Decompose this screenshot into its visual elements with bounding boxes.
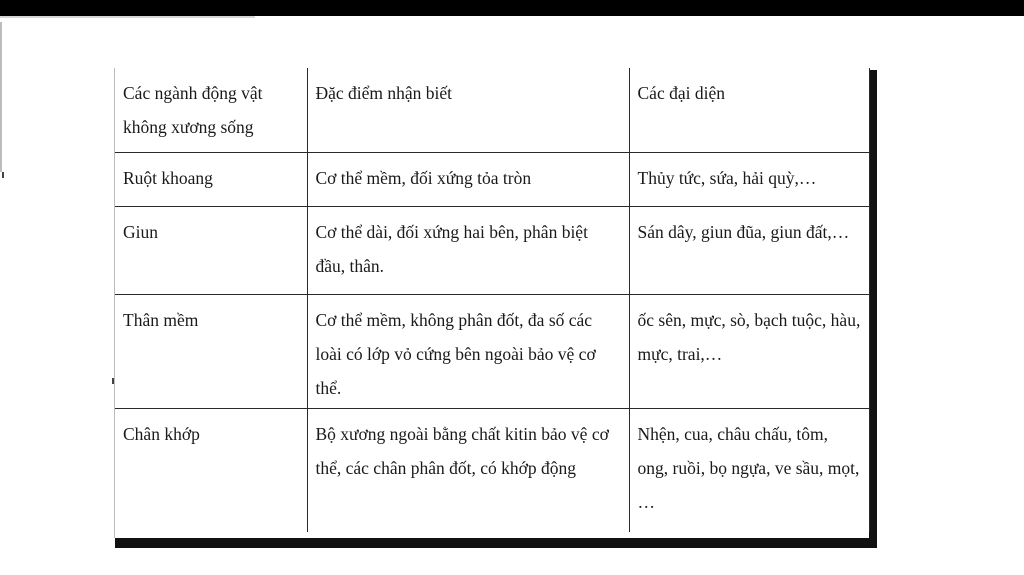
cell-features: Bộ xương ngoài bằng chất kitin bảo vệ cơ thể, các chân phân đốt, có khớp động bbox=[307, 409, 629, 533]
cell-phylum: Ruột khoang bbox=[115, 153, 307, 207]
animal-phyla-table-container bbox=[114, 68, 869, 538]
page-shadow bbox=[115, 538, 877, 548]
cell-phylum: Thân mềm bbox=[115, 295, 307, 409]
cell-representatives: Sán dây, giun đũa, giun đất,… bbox=[629, 207, 869, 295]
scan-dot bbox=[2, 172, 4, 178]
header-cell-phylum: Các ngành động vật không xương sống bbox=[115, 68, 307, 153]
cell-representatives: Thủy tức, sứa, hải quỳ,… bbox=[629, 153, 869, 207]
header-cell-features: Đặc điểm nhận biết bbox=[307, 68, 629, 153]
animal-phyla-table bbox=[115, 68, 870, 532]
table-row bbox=[115, 207, 869, 295]
table-header-row bbox=[115, 68, 869, 153]
header-cell-representatives: Các đại diện bbox=[629, 68, 869, 153]
table-row bbox=[115, 295, 869, 409]
cell-features: Cơ thể mềm, không phân đốt, đa số các loài có lớp vỏ cứng bên ngoài bảo vệ cơ thể. bbox=[307, 295, 629, 409]
top-black-border bbox=[0, 0, 1024, 16]
cell-phylum: Giun bbox=[115, 207, 307, 295]
cell-representatives: Nhện, cua, châu chấu, tôm, ong, ruồi, bọ ngựa, ve sầu, mọt, … bbox=[629, 409, 869, 533]
table-row bbox=[115, 409, 869, 533]
cell-phylum: Chân khớp bbox=[115, 409, 307, 533]
table-row bbox=[115, 153, 869, 207]
cell-features: Cơ thể mềm, đối xứng tỏa tròn bbox=[307, 153, 629, 207]
cell-features: Cơ thể dài, đối xứng hai bên, phân biệt đầu, thân. bbox=[307, 207, 629, 295]
cell-representatives: ốc sên, mực, sò, bạch tuộc, hàu, mực, trai,… bbox=[629, 295, 869, 409]
scan-edge-mark bbox=[0, 16, 255, 18]
scan-edge-mark bbox=[0, 22, 2, 172]
